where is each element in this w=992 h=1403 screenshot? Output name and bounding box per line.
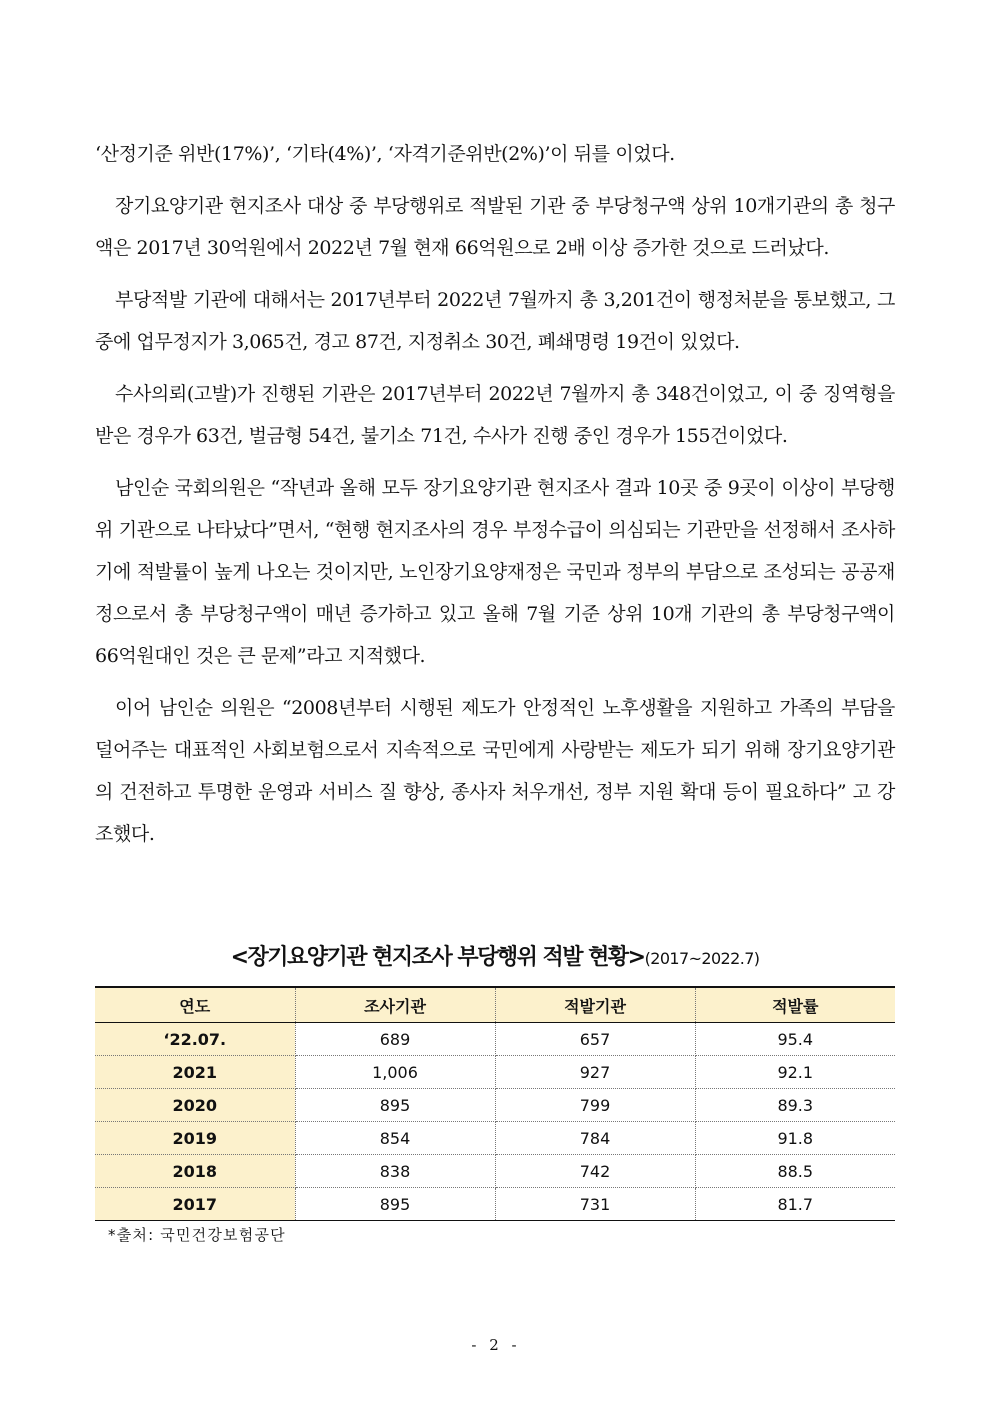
cell-year: 2017 — [95, 1188, 295, 1221]
cell-surveyed: 895 — [295, 1188, 495, 1221]
table-row — [95, 1089, 895, 1122]
page-number: - 2 - — [471, 1336, 521, 1354]
paragraph-1: ‘산정기준 위반(17%)’, ‘기타(4%)’, ‘자격기준위반(2%)’이 뒤를 이었다. — [95, 143, 675, 165]
paragraph-3: 부당적발 기관에 대해서는 2017년부터 2022년 7월까지 총 3,201건이 행정처분을 통보했고, 그 중에 업무정지가 3,065건, 경고 87건, 지정취소 30건, 폐쇄명령 19건이 있었다. — [95, 289, 895, 353]
table-title-range: (2017~2022.7) — [644, 949, 760, 968]
cell-surveyed: 838 — [295, 1155, 495, 1188]
cell-rate: 89.3 — [695, 1089, 895, 1122]
cell-rate: 92.1 — [695, 1056, 895, 1089]
header-detected: 적발기관 — [495, 987, 695, 1023]
inspection-table — [95, 986, 895, 1221]
cell-detected: 799 — [495, 1089, 695, 1122]
table-row — [95, 1188, 895, 1221]
paragraph-4: 수사의뢰(고발)가 진행된 기관은 2017년부터 2022년 7월까지 총 348건이었고, 이 중 징역형을 받은 경우가 63건, 벌금형 54건, 불기소 71건, 수사가 진행 중인 경우가 155건이었다. — [95, 383, 895, 447]
cell-detected: 784 — [495, 1122, 695, 1155]
header-surveyed: 조사기관 — [295, 987, 495, 1023]
paragraph-6: 이어 남인순 의원은 “2008년부터 시행된 제도가 안정적인 노후생활을 지원하고 가족의 부담을 덜어주는 대표적인 사회보험으로서 지속적으로 국민에게 사랑받는 제도가 되기 위해 장기요양기관의 건전하고 투명한 운영과 서비스 질 향상, 종사자 처우개선, 정부 지원 확대 등이 필요하다” 고 강조했다. — [95, 697, 895, 845]
table-header-row — [95, 987, 895, 1023]
cell-rate: 91.8 — [695, 1122, 895, 1155]
paragraph-5: 남인순 국회의원은 “작년과 올해 모두 장기요양기관 현지조사 결과 10곳 중 9곳이 이상이 부당행위 기관으로 나타났다”면서, “현행 현지조사의 경우 부정수급이 의심되는 기관만을 선정해서 조사하기에 적발률이 높게 나오는 것이지만, 노인장기요양재정은 국민과 정부의 부담으로 조성되는 공공재정으로서 총 부당청구액이 매년 증가하고 있고 올해 7월 기준 상위 10개 기관의 총 부당청구액이 66억원대인 것은 큰 문제”라고 지적했다. — [95, 477, 895, 667]
cell-surveyed: 854 — [295, 1122, 495, 1155]
table-title-main: <장기요양기관 현지조사 부당행위 적발 현황> — [230, 945, 645, 970]
table-row — [95, 1155, 895, 1188]
cell-rate: 81.7 — [695, 1188, 895, 1221]
paragraph-2: 장기요양기관 현지조사 대상 중 부당행위로 적발된 기관 중 부당청구액 상위 10개기관의 총 청구액은 2017년 30억원에서 2022년 7월 현재 66억원으로 2배 이상 증가한 것으로 드러났다. — [95, 195, 895, 259]
cell-detected: 731 — [495, 1188, 695, 1221]
table-row — [95, 1023, 895, 1056]
table-row — [95, 1056, 895, 1089]
table-title — [95, 940, 895, 971]
cell-surveyed: 895 — [295, 1089, 495, 1122]
cell-detected: 657 — [495, 1023, 695, 1056]
cell-rate: 95.4 — [695, 1023, 895, 1056]
source-note: *출처: 국민건강보험공단 — [108, 1226, 286, 1244]
header-rate: 적발률 — [695, 987, 895, 1023]
cell-detected: 742 — [495, 1155, 695, 1188]
cell-detected: 927 — [495, 1056, 695, 1089]
cell-rate: 88.5 — [695, 1155, 895, 1188]
cell-year: 2020 — [95, 1089, 295, 1122]
cell-year: ‘22.07. — [95, 1023, 295, 1056]
body-text — [95, 133, 895, 865]
cell-surveyed: 689 — [295, 1023, 495, 1056]
cell-year: 2021 — [95, 1056, 295, 1089]
cell-year: 2018 — [95, 1155, 295, 1188]
header-year: 연도 — [95, 987, 295, 1023]
table-row — [95, 1122, 895, 1155]
cell-year: 2019 — [95, 1122, 295, 1155]
cell-surveyed: 1,006 — [295, 1056, 495, 1089]
